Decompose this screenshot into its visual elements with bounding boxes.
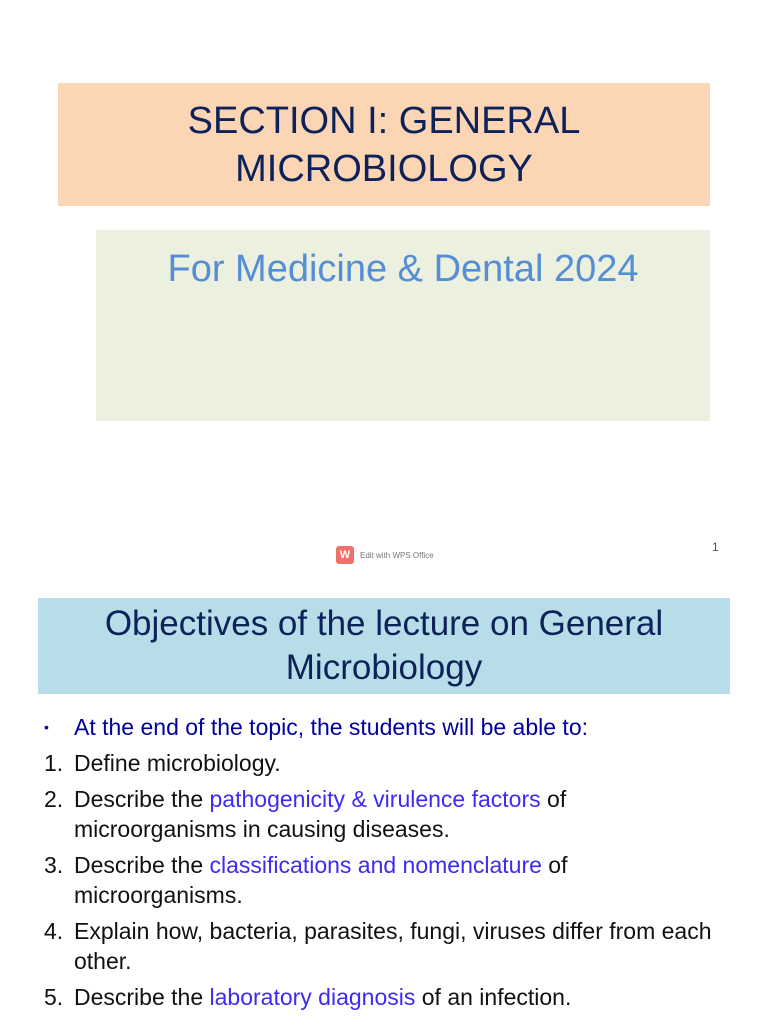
list-item	[44, 916, 734, 976]
bullet-intro	[44, 712, 734, 742]
item-text-pre: Explain how, bacteria, parasites, fungi, viruses differ from each other.	[74, 918, 712, 974]
wps-watermark[interactable]	[336, 546, 434, 564]
list-item	[44, 784, 734, 844]
item-number: 1.	[44, 750, 64, 776]
list-item	[44, 850, 734, 910]
page-number: 1	[712, 540, 719, 554]
objectives-heading: Objectives of the lecture on General Microbiology	[38, 598, 730, 694]
list-item	[44, 748, 734, 778]
slide-title: SECTION I: GENERAL MICROBIOLOGY	[58, 83, 710, 206]
item-number: 3.	[44, 852, 64, 878]
item-text-post: of microorganisms.	[74, 852, 568, 908]
item-text-post: of an infection.	[415, 984, 572, 1010]
bullet-icon: •	[44, 719, 49, 735]
item-text	[74, 982, 734, 1012]
item-text	[74, 850, 734, 910]
item-number: 2.	[44, 786, 64, 812]
item-text	[74, 748, 734, 778]
objectives-list	[44, 712, 734, 1018]
subtitle-box	[96, 230, 710, 421]
item-text	[74, 784, 734, 844]
item-number: 5.	[44, 984, 64, 1010]
item-highlight: laboratory diagnosis	[209, 984, 416, 1010]
item-text	[74, 916, 734, 976]
item-text-pre: Describe the	[74, 786, 210, 812]
wps-logo-icon: W	[336, 546, 354, 564]
item-text-pre: Describe the	[74, 984, 210, 1010]
slide-2	[0, 578, 768, 1024]
wps-watermark-text: Edit with WPS Office	[360, 550, 434, 560]
item-text-pre: Define microbiology.	[74, 750, 281, 776]
slide-subtitle: For Medicine & Dental 2024	[167, 248, 639, 290]
bullet-intro-text: At the end of the topic, the students will be able to:	[74, 714, 588, 740]
list-item	[44, 982, 734, 1012]
item-text-post: of microorganisms in causing diseases.	[74, 786, 567, 842]
item-highlight: classifications and nomenclature	[209, 852, 542, 878]
item-highlight: pathogenicity & virulence factors	[209, 786, 541, 812]
item-number: 4.	[44, 918, 64, 944]
item-text-pre: Describe the	[74, 852, 210, 878]
